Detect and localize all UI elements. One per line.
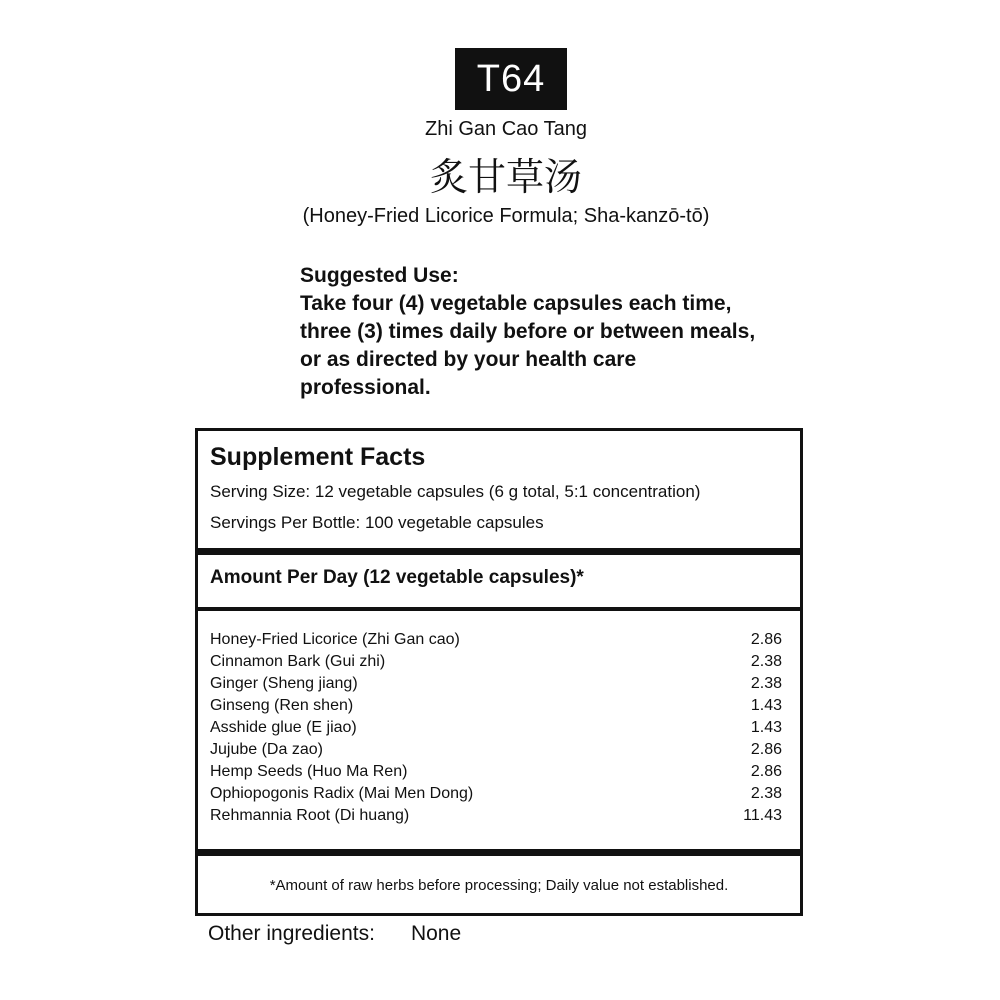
list-item (210, 673, 782, 695)
supplement-facts-panel (195, 428, 803, 916)
formula-name-english: Zhi Gan Cao Tang (425, 118, 587, 140)
ingredient-amount: 2.38 (750, 785, 782, 802)
ingredient-list (210, 629, 782, 827)
suggested-use-text: Take four (4) vegetable capsules each time, three (3) times daily before or between meals, or as directed by your health care professional. (300, 292, 756, 399)
supplement-facts-title: Supplement Facts (210, 443, 426, 471)
suggested-use-section (300, 262, 770, 402)
list-item (210, 717, 782, 739)
other-ingredients (208, 922, 461, 946)
list-item (210, 629, 782, 651)
formula-name-alternate: (Honey-Fried Licorice Formula; Sha-kanzō-tō) (302, 205, 710, 227)
list-item (210, 651, 782, 673)
ingredient-name: Cinnamon Bark (Gui zhi) (210, 653, 386, 670)
amount-per-day-heading: Amount Per Day (12 vegetable capsules)* (210, 567, 584, 588)
ingredient-name: Honey-Fried Licorice (Zhi Gan cao) (210, 631, 460, 648)
list-item (210, 761, 782, 783)
ingredient-amount: 1.43 (750, 697, 782, 714)
ingredient-name: Hemp Seeds (Huo Ma Ren) (210, 763, 408, 780)
ingredient-name: Ginseng (Ren shen) (210, 697, 354, 714)
ingredient-name: Ginger (Sheng jiang) (210, 675, 358, 692)
ingredient-amount: 2.38 (750, 675, 782, 692)
divider (198, 849, 800, 856)
list-item (210, 739, 782, 761)
footnote: *Amount of raw herbs before processing; Daily value not established. (269, 877, 729, 894)
ingredient-amount: 2.38 (750, 653, 782, 670)
serving-size: Serving Size: 12 vegetable capsules (6 g total, 5:1 concentration) (210, 482, 701, 501)
ingredient-amount: 1.43 (750, 719, 782, 736)
formula-name-chinese: 炙甘草汤 (429, 155, 582, 199)
list-item (210, 695, 782, 717)
ingredient-name: Jujube (Da zao) (210, 741, 323, 758)
ingredient-amount: 11.43 (743, 807, 782, 824)
ingredient-name: Asshide glue (E jiao) (210, 719, 357, 736)
product-code-badge: T64 (455, 48, 567, 110)
list-item (210, 783, 782, 805)
other-ingredients-value: None (410, 922, 462, 945)
suggested-use-heading: Suggested Use: (300, 264, 459, 287)
ingredient-amount: 2.86 (750, 631, 782, 648)
ingredient-name: Ophiopogonis Radix (Mai Men Dong) (210, 785, 474, 802)
divider (198, 607, 800, 611)
divider (198, 548, 800, 555)
servings-per-bottle: Servings Per Bottle: 100 vegetable capsules (210, 513, 544, 532)
list-item (210, 805, 782, 827)
ingredient-amount: 2.86 (750, 741, 782, 758)
other-ingredients-label: Other ingredients: (208, 922, 375, 945)
ingredient-name: Rehmannia Root (Di huang) (210, 807, 410, 824)
ingredient-amount: 2.86 (750, 763, 782, 780)
